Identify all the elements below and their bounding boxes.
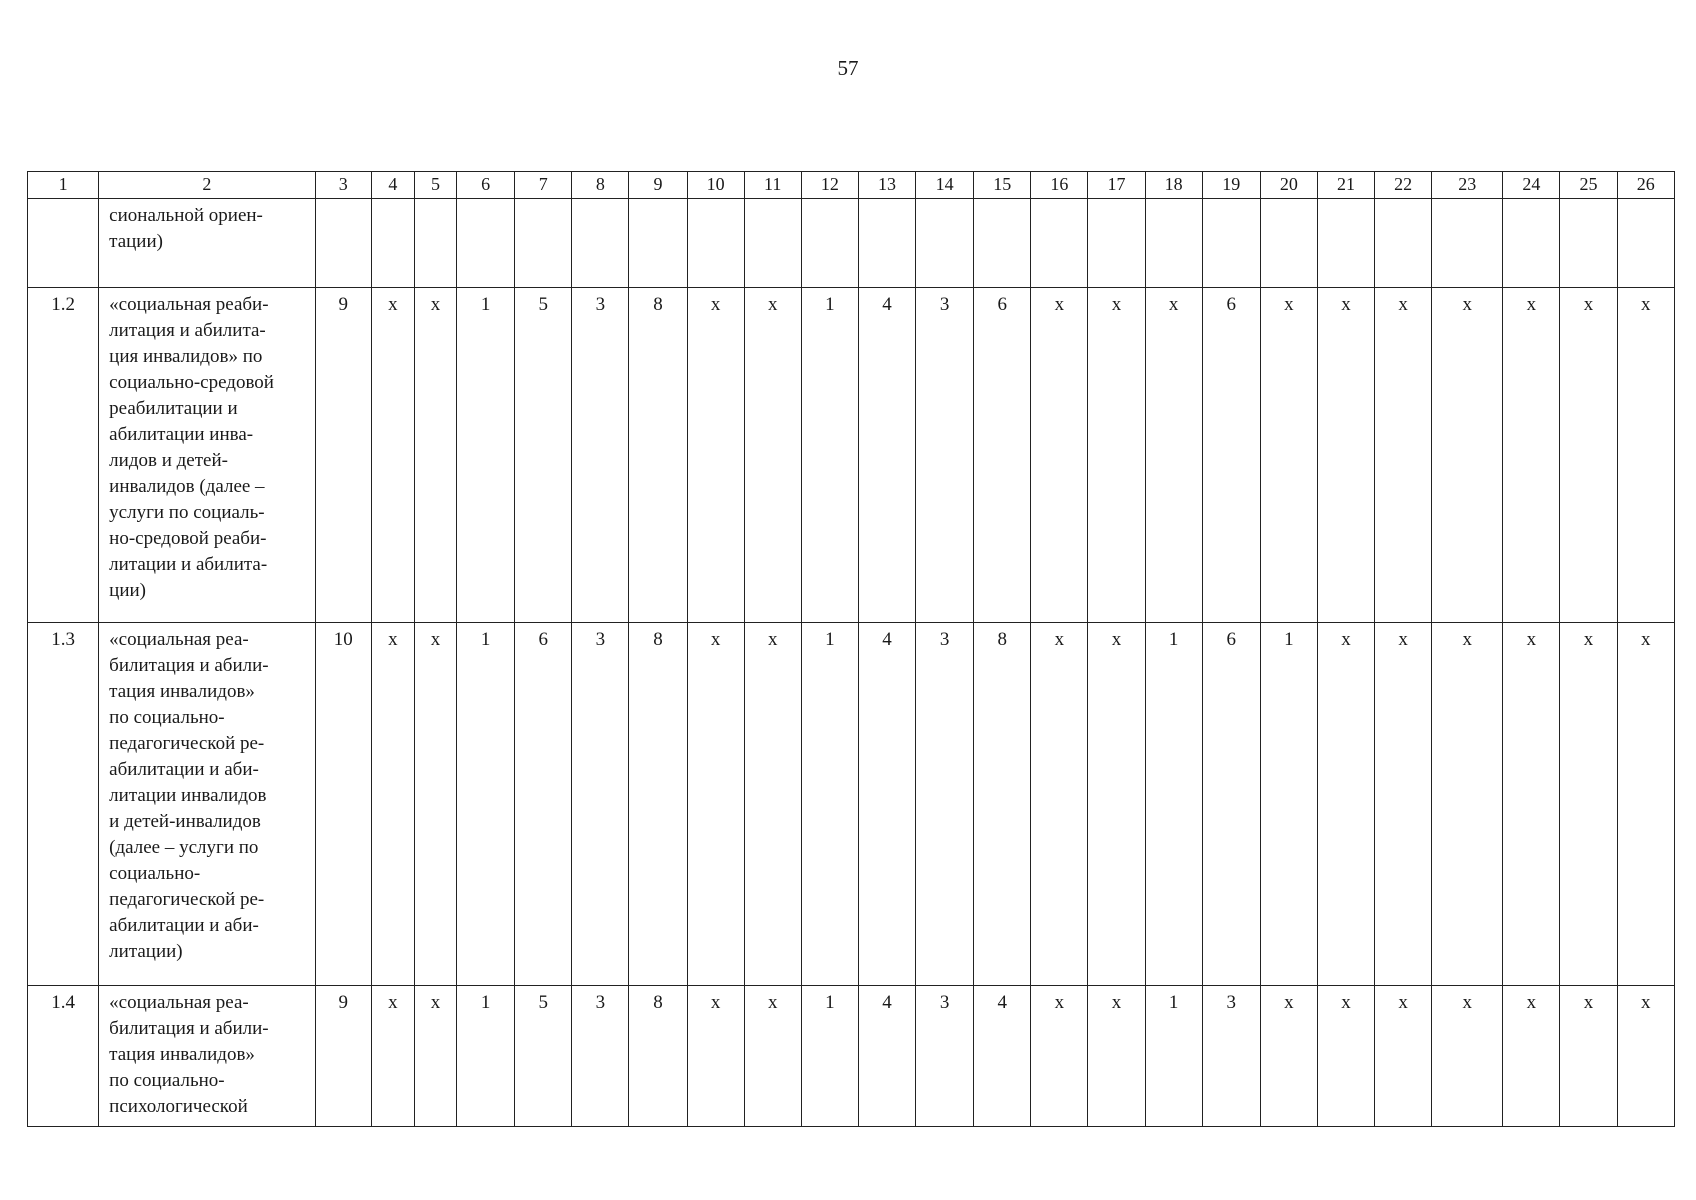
table-cell: 3 bbox=[572, 288, 629, 623]
table-cell: x bbox=[1317, 623, 1374, 986]
table-cell: 1 bbox=[457, 986, 515, 1127]
table-cell: 1 bbox=[801, 288, 858, 623]
table-cell: x bbox=[744, 623, 801, 986]
table-cell: 8 bbox=[629, 986, 687, 1127]
column-header: 4 bbox=[371, 172, 414, 199]
table-cell: 10 bbox=[315, 623, 371, 986]
table-cell: x bbox=[1617, 623, 1674, 986]
table-cell: 1 bbox=[1260, 623, 1317, 986]
table-cell bbox=[1503, 199, 1560, 288]
table-cell: x bbox=[1031, 288, 1088, 623]
table-cell: x bbox=[1503, 288, 1560, 623]
table-cell: 1 bbox=[1145, 623, 1202, 986]
table-cell: 8 bbox=[629, 288, 687, 623]
table-cell: x bbox=[1375, 288, 1432, 623]
table-cell bbox=[315, 199, 371, 288]
column-header: 12 bbox=[801, 172, 858, 199]
column-header: 17 bbox=[1088, 172, 1145, 199]
table-cell bbox=[1617, 199, 1674, 288]
table-cell bbox=[515, 199, 572, 288]
table-cell: 4 bbox=[974, 986, 1031, 1127]
column-header: 1 bbox=[28, 172, 99, 199]
table-cell: x bbox=[687, 986, 744, 1127]
table-cell bbox=[1560, 199, 1617, 288]
column-header: 18 bbox=[1145, 172, 1202, 199]
table-row bbox=[28, 288, 1675, 623]
column-header: 25 bbox=[1560, 172, 1617, 199]
table-cell bbox=[744, 199, 801, 288]
header-row bbox=[28, 172, 1675, 199]
table-cell: x bbox=[371, 623, 414, 986]
table-cell: 3 bbox=[572, 623, 629, 986]
column-header: 8 bbox=[572, 172, 629, 199]
column-header: 24 bbox=[1503, 172, 1560, 199]
table-cell: x bbox=[1145, 288, 1202, 623]
table-cell: 4 bbox=[858, 623, 915, 986]
table-cell bbox=[687, 199, 744, 288]
table-row bbox=[28, 986, 1675, 1127]
table-cell: x bbox=[1031, 623, 1088, 986]
table-cell: x bbox=[1375, 986, 1432, 1127]
column-header: 21 bbox=[1317, 172, 1374, 199]
table-cell: 3 bbox=[916, 623, 974, 986]
table-cell: x bbox=[1260, 986, 1317, 1127]
row-number: 1.2 bbox=[28, 288, 99, 623]
table-cell: 1 bbox=[801, 623, 858, 986]
table-cell bbox=[858, 199, 915, 288]
table-row bbox=[28, 199, 1675, 288]
table-cell: x bbox=[1503, 623, 1560, 986]
table-cell: x bbox=[1617, 288, 1674, 623]
table-cell bbox=[371, 199, 414, 288]
table-cell: 5 bbox=[515, 288, 572, 623]
table-cell: x bbox=[1503, 986, 1560, 1127]
table-cell: 1 bbox=[801, 986, 858, 1127]
table-cell: 8 bbox=[629, 623, 687, 986]
table-cell: x bbox=[1317, 288, 1374, 623]
table-cell bbox=[801, 199, 858, 288]
column-header: 7 bbox=[515, 172, 572, 199]
table-cell bbox=[1317, 199, 1374, 288]
table-cell: 3 bbox=[916, 986, 974, 1127]
table-cell: 4 bbox=[858, 986, 915, 1127]
column-header: 11 bbox=[744, 172, 801, 199]
table-cell bbox=[1375, 199, 1432, 288]
column-header: 3 bbox=[315, 172, 371, 199]
table-cell bbox=[414, 199, 456, 288]
column-header: 23 bbox=[1432, 172, 1503, 199]
table-cell: x bbox=[1432, 986, 1503, 1127]
table-cell: x bbox=[1088, 623, 1145, 986]
column-header: 5 bbox=[414, 172, 456, 199]
table-cell bbox=[974, 199, 1031, 288]
row-description: «социальная реа- билитация и абили- тация инвалидов» по социально- педагогической ре- абилитации и аби- литации инвалидов и детей-инвалидов (далее – услуги по социально- педагогической ре- абилитации и аби- литации) bbox=[99, 623, 316, 986]
row-description: «социальная реаби- литация и абилита- ция инвалидов» по социально-средовой реабилитации и абилитации инва- лидов и детей- инвалидов (далее – услуги по социаль- но-средовой реаби- литации и абилита- ции) bbox=[99, 288, 316, 623]
row-description: «социальная реа- билитация и абили- тация инвалидов» по социально- психологической bbox=[99, 986, 316, 1127]
table-cell: x bbox=[1560, 623, 1617, 986]
column-header: 6 bbox=[457, 172, 515, 199]
table-cell: x bbox=[687, 288, 744, 623]
table-cell: x bbox=[1617, 986, 1674, 1127]
table-cell: x bbox=[1432, 623, 1503, 986]
table-cell: x bbox=[1088, 288, 1145, 623]
column-header: 2 bbox=[99, 172, 316, 199]
table-cell bbox=[1145, 199, 1202, 288]
table-cell: x bbox=[414, 986, 456, 1127]
table-cell: x bbox=[1560, 288, 1617, 623]
table-cell: x bbox=[1088, 986, 1145, 1127]
table-cell: 4 bbox=[858, 288, 915, 623]
table-cell: 3 bbox=[572, 986, 629, 1127]
column-header: 20 bbox=[1260, 172, 1317, 199]
table-cell bbox=[1432, 199, 1503, 288]
column-header: 15 bbox=[974, 172, 1031, 199]
column-header: 10 bbox=[687, 172, 744, 199]
column-header: 26 bbox=[1617, 172, 1674, 199]
table-cell bbox=[572, 199, 629, 288]
column-header: 13 bbox=[858, 172, 915, 199]
table-cell bbox=[1031, 199, 1088, 288]
table-cell bbox=[1088, 199, 1145, 288]
table-cell: x bbox=[1317, 986, 1374, 1127]
table-cell: 9 bbox=[315, 986, 371, 1127]
table-cell: x bbox=[687, 623, 744, 986]
row-description: сиональной ориен- тации) bbox=[99, 199, 316, 288]
column-header: 19 bbox=[1202, 172, 1260, 199]
table-cell bbox=[457, 199, 515, 288]
table-cell: 1 bbox=[1145, 986, 1202, 1127]
column-header: 14 bbox=[916, 172, 974, 199]
table-cell bbox=[629, 199, 687, 288]
table-cell: x bbox=[1375, 623, 1432, 986]
table-cell bbox=[1202, 199, 1260, 288]
table-cell: x bbox=[414, 288, 456, 623]
table-cell: 6 bbox=[515, 623, 572, 986]
table-cell: x bbox=[414, 623, 456, 986]
table-cell: x bbox=[371, 288, 414, 623]
table-cell: 1 bbox=[457, 288, 515, 623]
table-cell: x bbox=[1432, 288, 1503, 623]
table-cell bbox=[1260, 199, 1317, 288]
page-number: 57 bbox=[837, 56, 859, 80]
table-cell: x bbox=[371, 986, 414, 1127]
table-cell: x bbox=[744, 288, 801, 623]
table-cell: 6 bbox=[974, 288, 1031, 623]
row-number bbox=[28, 199, 99, 288]
table-cell: 6 bbox=[1202, 623, 1260, 986]
data-table bbox=[27, 171, 1675, 1127]
table-cell: 1 bbox=[457, 623, 515, 986]
table-cell: x bbox=[744, 986, 801, 1127]
table-cell: 8 bbox=[974, 623, 1031, 986]
table-row bbox=[28, 623, 1675, 986]
table-cell: 3 bbox=[1202, 986, 1260, 1127]
row-number: 1.3 bbox=[28, 623, 99, 986]
table-cell bbox=[916, 199, 974, 288]
table-cell: 6 bbox=[1202, 288, 1260, 623]
column-header: 9 bbox=[629, 172, 687, 199]
table-cell: 9 bbox=[315, 288, 371, 623]
table-cell: x bbox=[1260, 288, 1317, 623]
column-header: 22 bbox=[1375, 172, 1432, 199]
column-header: 16 bbox=[1031, 172, 1088, 199]
table-cell: x bbox=[1031, 986, 1088, 1127]
table-cell: 5 bbox=[515, 986, 572, 1127]
row-number: 1.4 bbox=[28, 986, 99, 1127]
table-cell: 3 bbox=[916, 288, 974, 623]
table-cell: x bbox=[1560, 986, 1617, 1127]
